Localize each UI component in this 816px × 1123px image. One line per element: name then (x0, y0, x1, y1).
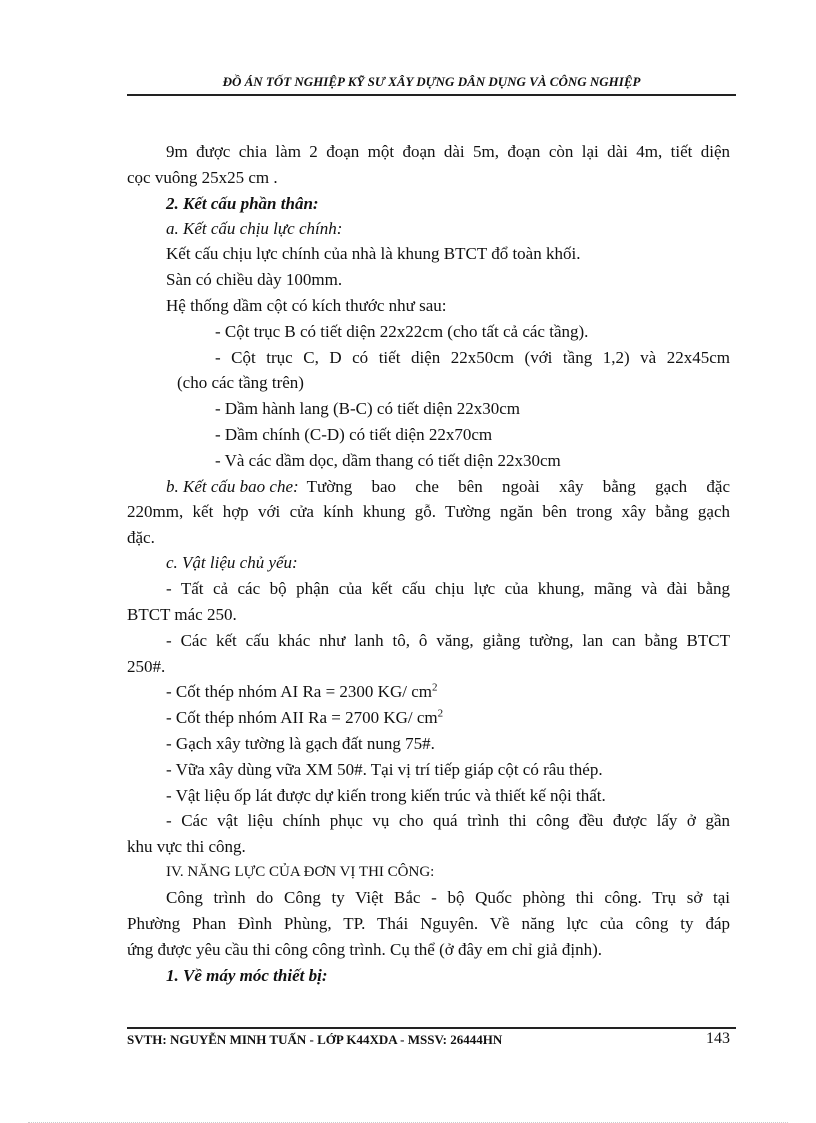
paragraph-line: 220mm, kết hợp với cửa kính khung gỗ. Tường ngăn bên trong xây bằng gạch (127, 502, 730, 521)
paragraph-line: cọc vuông 25x25 cm . (127, 168, 278, 187)
footer-divider (127, 1027, 736, 1029)
paragraph-line: Công trình do Công ty Việt Bắc - bộ Quốc phòng thi công. Trụ sở tại (166, 888, 730, 907)
paragraph-line: Phường Phan Đình Phùng, TP. Thái Nguyên. Về năng lực của công ty đáp (127, 914, 730, 933)
section-heading: 1. Về máy móc thiết bị: (166, 966, 328, 985)
page-number: 143 (706, 1030, 730, 1047)
subsection-heading: c. Vật liệu chủ yếu: (166, 553, 298, 572)
subsection-heading: b. Kết cấu bao che: (166, 477, 299, 496)
list-item: (cho các tầng trên) (177, 373, 304, 392)
paragraph-text: Tường bao che bên ngoài xây bằng gạch đặc (306, 477, 730, 496)
list-item: - Gạch xây tường là gạch đất nung 75#. (166, 734, 435, 753)
list-item: - Dầm chính (C-D) có tiết diện 22x70cm (215, 425, 493, 444)
list-item: - Vật liệu ốp lát được dự kiến trong kiến trúc và thiết kế nội thất. (166, 786, 606, 805)
list-item-text: - Cốt thép nhóm AII Ra = 2700 KG/ cm (166, 708, 438, 727)
paragraph-line: Hệ thống dầm cột có kích thước như sau: (166, 296, 447, 315)
list-item: - Và các dầm dọc, dầm thang có tiết diện 22x30cm (215, 451, 561, 470)
paragraph-line: 9m được chia làm 2 đoạn một đoạn dài 5m, đoạn còn lại dài 4m, tiết diện (166, 142, 730, 161)
paragraph-line: Sàn có chiều dày 100mm. (166, 270, 343, 289)
list-item: - Tất cả các bộ phận của kết cấu chịu lực của khung, mãng và đài bằng (166, 579, 730, 598)
list-item: - Các kết cấu khác như lanh tô, ô văng, giằng tường, lan can bằng BTCT (166, 631, 730, 650)
list-item: - Dầm hành lang (B-C) có tiết diện 22x30cm (215, 399, 520, 418)
paragraph-line (166, 477, 730, 497)
paragraph-line: ứng được yêu cầu thi công công trình. Cụ thể (ở đây em chỉ giả định). (127, 940, 602, 959)
list-item: BTCT mác 250. (127, 605, 237, 624)
list-item: - Các vật liệu chính phục vụ cho quá trình thi công đều được lấy ở gần (166, 811, 730, 830)
paragraph-line: đặc. (127, 528, 155, 547)
list-item (166, 682, 437, 702)
list-item: 250#. (127, 657, 166, 676)
list-item: - Cột trục B có tiết diện 22x22cm (cho tất cả các tầng). (215, 322, 589, 341)
list-item: - Cột trục C, D có tiết diện 22x50cm (với tầng 1,2) và 22x45cm (215, 348, 730, 367)
section-heading: IV. NĂNG LỰC CỦA ĐƠN VỊ THI CÔNG: (166, 864, 435, 880)
section-heading: 2. Kết cấu phần thân: (166, 194, 319, 213)
page-footer: SVTH: NGUYỄN MINH TUẤN - LỚP K44XDA - MSSV: 26444HN (127, 1032, 503, 1047)
subsection-heading: a. Kết cấu chịu lực chính: (166, 219, 343, 238)
list-item-text: - Cốt thép nhóm AI Ra = 2300 KG/ cm (166, 682, 432, 701)
list-item: khu vực thi công. (127, 837, 246, 856)
page-header: ĐỒ ÁN TỐT NGHIỆP KỸ SƯ XÂY DỰNG DÂN DỤNG VÀ CÔNG NGHIỆP (127, 74, 736, 96)
list-item (166, 708, 443, 728)
list-item: - Vữa xây dùng vữa XM 50#. Tại vị trí tiếp giáp cột có râu thép. (166, 760, 603, 779)
superscript: 2 (431, 681, 438, 694)
paragraph-line: Kết cấu chịu lực chính của nhà là khung BTCT đổ toàn khối. (166, 244, 581, 263)
superscript: 2 (437, 707, 444, 720)
